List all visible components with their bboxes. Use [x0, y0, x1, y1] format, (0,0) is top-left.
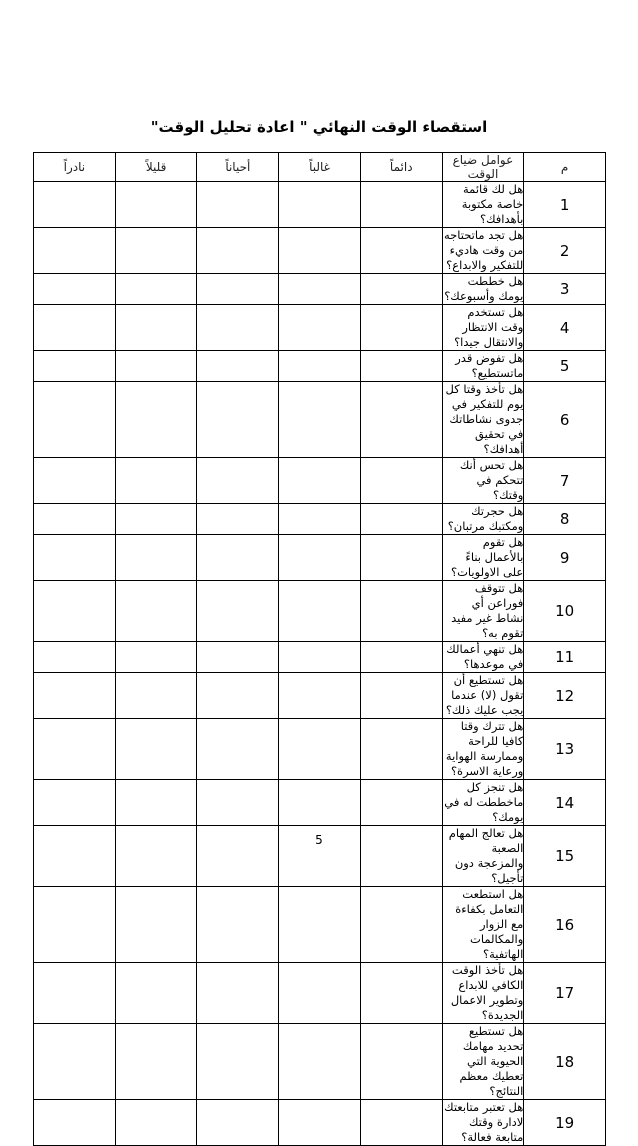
answer-cell-sometimes[interactable]	[197, 228, 279, 274]
answer-cell-sometimes[interactable]	[197, 351, 279, 382]
answer-cell-rarely[interactable]	[115, 642, 197, 673]
answer-cell-always[interactable]	[360, 305, 442, 351]
answer-cell-rarely[interactable]	[115, 780, 197, 826]
table-row	[34, 351, 606, 382]
row-number: 4	[524, 305, 606, 351]
table-row	[34, 504, 606, 535]
answer-cell-often[interactable]	[279, 458, 361, 504]
answer-cell-sometimes[interactable]	[197, 305, 279, 351]
answer-cell-sometimes[interactable]	[197, 673, 279, 719]
answer-cell-always[interactable]	[360, 719, 442, 780]
question-text: هل تفوض قدر ماتستطيع؟	[442, 351, 524, 382]
row-number: 13	[524, 719, 606, 780]
answer-cell-often[interactable]	[279, 305, 361, 351]
answer-cell-often[interactable]	[279, 673, 361, 719]
table-row	[34, 780, 606, 826]
answer-cell-often[interactable]	[279, 581, 361, 642]
question-text: هل استطعت التعامل بكفاءة مع الزوار والمكالمات الهاتفية؟	[442, 887, 524, 963]
answer-cell-sometimes[interactable]	[197, 535, 279, 581]
answer-cell-seldom[interactable]	[34, 458, 116, 504]
table-row	[34, 1100, 606, 1146]
answer-cell-always[interactable]	[360, 780, 442, 826]
answer-cell-seldom[interactable]	[34, 1024, 116, 1100]
row-number: 1	[524, 182, 606, 228]
question-text: هل تستطيع تحديد مهامك الحيوية التي تعطيك معظم النتائج؟	[442, 1024, 524, 1100]
answer-cell-often[interactable]	[279, 1024, 361, 1100]
header-always: دائماً	[360, 153, 442, 182]
row-number: 3	[524, 274, 606, 305]
answer-cell-always[interactable]	[360, 182, 442, 228]
answer-cell-always[interactable]	[360, 382, 442, 458]
question-text: هل تحس أنك تتحكم في وقتك؟	[442, 458, 524, 504]
row-number: 7	[524, 458, 606, 504]
answer-cell-seldom[interactable]	[34, 673, 116, 719]
question-text: هل تنهي أعمالك في موعدها؟	[442, 642, 524, 673]
answer-cell-often[interactable]	[279, 780, 361, 826]
table-row	[34, 182, 606, 228]
answer-cell-sometimes[interactable]	[197, 504, 279, 535]
question-text: هل تنجز كل ماخططت له في يومك؟	[442, 780, 524, 826]
table-row	[34, 535, 606, 581]
answer-cell-always[interactable]	[360, 458, 442, 504]
answer-cell-often[interactable]	[279, 642, 361, 673]
answer-cell-seldom[interactable]	[34, 351, 116, 382]
row-number: 5	[524, 351, 606, 382]
answer-cell-often[interactable]	[279, 887, 361, 963]
row-number: 15	[524, 826, 606, 887]
table-row	[34, 673, 606, 719]
answer-cell-seldom[interactable]	[34, 274, 116, 305]
header-seldom: نادراً	[34, 153, 116, 182]
answer-cell-seldom[interactable]	[34, 581, 116, 642]
header-num: م	[524, 153, 606, 182]
question-text: هل تقوم بالأعمال بناءً على الاولويات؟	[442, 535, 524, 581]
answer-cell-always[interactable]	[360, 887, 442, 963]
row-number: 19	[524, 1100, 606, 1146]
row-number: 14	[524, 780, 606, 826]
answer-cell-seldom[interactable]	[34, 887, 116, 963]
answer-cell-seldom[interactable]	[34, 780, 116, 826]
answer-cell-rarely[interactable]	[115, 274, 197, 305]
answer-cell-always[interactable]	[360, 581, 442, 642]
answer-cell-sometimes[interactable]	[197, 1024, 279, 1100]
answer-cell-sometimes[interactable]	[197, 642, 279, 673]
question-text: هل لك قائمة خاصة مكتوبة بأهدافك؟	[442, 182, 524, 228]
answer-cell-seldom[interactable]	[34, 1100, 116, 1146]
answer-cell-sometimes[interactable]	[197, 182, 279, 228]
question-text: هل خططت يومك وأسبوعك؟	[442, 274, 524, 305]
answer-cell-sometimes[interactable]	[197, 458, 279, 504]
answer-cell-sometimes[interactable]	[197, 1100, 279, 1146]
answer-cell-always[interactable]	[360, 228, 442, 274]
answer-cell-rarely[interactable]	[115, 719, 197, 780]
row-number: 17	[524, 963, 606, 1024]
answer-cell-often[interactable]	[279, 719, 361, 780]
survey-table	[33, 152, 606, 1146]
answer-cell-often[interactable]	[279, 382, 361, 458]
answer-cell-always[interactable]	[360, 274, 442, 305]
table-row	[34, 228, 606, 274]
header-sometimes: أحياناً	[197, 153, 279, 182]
page-title: استقصاء الوقت النهائي " اعادة تحليل الوقت"	[150, 118, 488, 136]
question-text: هل تأخذ الوقت الكافي للابداع وتطوير الاعمال الجديدة؟	[442, 963, 524, 1024]
answer-cell-rarely[interactable]	[115, 1100, 197, 1146]
answer-cell-rarely[interactable]	[115, 382, 197, 458]
answer-cell-often[interactable]	[279, 1100, 361, 1146]
question-text: هل تتوقف فوراعن أي نشاط غير مفيد تقوم به؟	[442, 581, 524, 642]
answer-cell-often[interactable]	[279, 274, 361, 305]
answer-cell-always[interactable]	[360, 642, 442, 673]
question-text: هل تجد ماتحتاجه من وقت هاديء للتفكير والابداع؟	[444, 228, 524, 272]
answer-cell-often[interactable]	[279, 504, 361, 535]
answer-cell-always[interactable]	[360, 1024, 442, 1100]
question-text: هل تستخدم وقت الانتظار والانتقال جيدا؟	[442, 305, 524, 351]
answer-cell-seldom[interactable]	[34, 963, 116, 1024]
header-factors: عوامل ضياع الوقت	[442, 153, 524, 182]
question-text: هل تترك وقتا كافيا للراحة وممارسة الهواية ورعاية الاسرة؟	[442, 719, 524, 780]
answer-cell-seldom[interactable]	[34, 182, 116, 228]
answer-cell-rarely[interactable]	[115, 182, 197, 228]
answer-cell-always[interactable]	[360, 963, 442, 1024]
answer-cell-often[interactable]	[279, 351, 361, 382]
answer-cell-rarely[interactable]	[115, 305, 197, 351]
answer-cell-often[interactable]	[279, 228, 361, 274]
question-text: هل تعتبر متابعتك لادارة وقتك متابعة فعالة؟	[442, 1100, 524, 1146]
table-row	[34, 458, 606, 504]
answer-cell-rarely[interactable]	[115, 963, 197, 1024]
answer-cell-rarely[interactable]	[115, 351, 197, 382]
row-number: 18	[524, 1024, 606, 1100]
answer-cell-seldom[interactable]	[34, 642, 116, 673]
answer-cell-sometimes[interactable]	[197, 719, 279, 780]
row-number: 16	[524, 887, 606, 963]
answer-cell-rarely[interactable]	[115, 673, 197, 719]
answer-cell-rarely[interactable]	[115, 504, 197, 535]
table-row	[34, 1024, 606, 1100]
header-rarely: قليلاً	[115, 153, 197, 182]
table-row	[34, 642, 606, 673]
table-row	[34, 274, 606, 305]
answer-cell-often[interactable]	[279, 963, 361, 1024]
answer-cell-always[interactable]	[360, 504, 442, 535]
answer-cell-rarely[interactable]	[115, 1024, 197, 1100]
table-row	[34, 382, 606, 458]
question-text: هل حجرتك ومكتبك مرتبان؟	[442, 504, 524, 535]
answer-cell-seldom[interactable]	[34, 535, 116, 581]
table-row	[34, 305, 606, 351]
answer-cell-seldom[interactable]	[34, 228, 116, 274]
answer-cell-sometimes[interactable]	[197, 780, 279, 826]
row-number: 11	[524, 642, 606, 673]
answer-cell-often[interactable]	[279, 535, 361, 581]
answer-cell-sometimes[interactable]	[197, 274, 279, 305]
answer-cell-seldom[interactable]	[34, 382, 116, 458]
table-row	[34, 887, 606, 963]
answer-cell-seldom[interactable]	[34, 504, 116, 535]
row-number: 12	[524, 673, 606, 719]
question-text: هل تأخذ وقتا كل يوم للتفكير في جدوى نشاطاتك في تحقيق أهدافك؟	[442, 382, 524, 458]
answer-cell-rarely[interactable]	[115, 458, 197, 504]
header-often: غالباً	[279, 153, 361, 182]
table-row	[34, 719, 606, 780]
page-number: 5	[315, 833, 323, 847]
table-row	[34, 963, 606, 1024]
answer-cell-seldom[interactable]	[34, 305, 116, 351]
answer-cell-always[interactable]	[360, 351, 442, 382]
table-row	[34, 581, 606, 642]
answer-cell-seldom[interactable]	[34, 719, 116, 780]
answer-cell-rarely[interactable]	[115, 887, 197, 963]
answer-cell-always[interactable]	[360, 673, 442, 719]
row-number: 6	[524, 382, 606, 458]
answer-cell-always[interactable]	[360, 1100, 442, 1146]
answer-cell-sometimes[interactable]	[197, 963, 279, 1024]
answer-cell-always[interactable]	[360, 535, 442, 581]
row-number: 8	[524, 504, 606, 535]
row-number: 10	[524, 581, 606, 642]
row-number: 2	[524, 228, 606, 274]
answer-cell-sometimes[interactable]	[197, 581, 279, 642]
answer-cell-rarely[interactable]	[115, 581, 197, 642]
answer-cell-sometimes[interactable]	[197, 382, 279, 458]
header-row	[34, 153, 606, 182]
row-number: 9	[524, 535, 606, 581]
answer-cell-sometimes[interactable]	[197, 887, 279, 963]
answer-cell-rarely[interactable]	[115, 535, 197, 581]
question-text: هل تعالج المهام الصعبة والمزعجة دون تأجيل؟	[442, 826, 524, 887]
answer-cell-often[interactable]	[279, 182, 361, 228]
question-text: هل تستطيع أن تقول (لا) عندما يجب عليك ذلك؟	[442, 673, 524, 719]
answer-cell-rarely[interactable]	[115, 228, 197, 274]
